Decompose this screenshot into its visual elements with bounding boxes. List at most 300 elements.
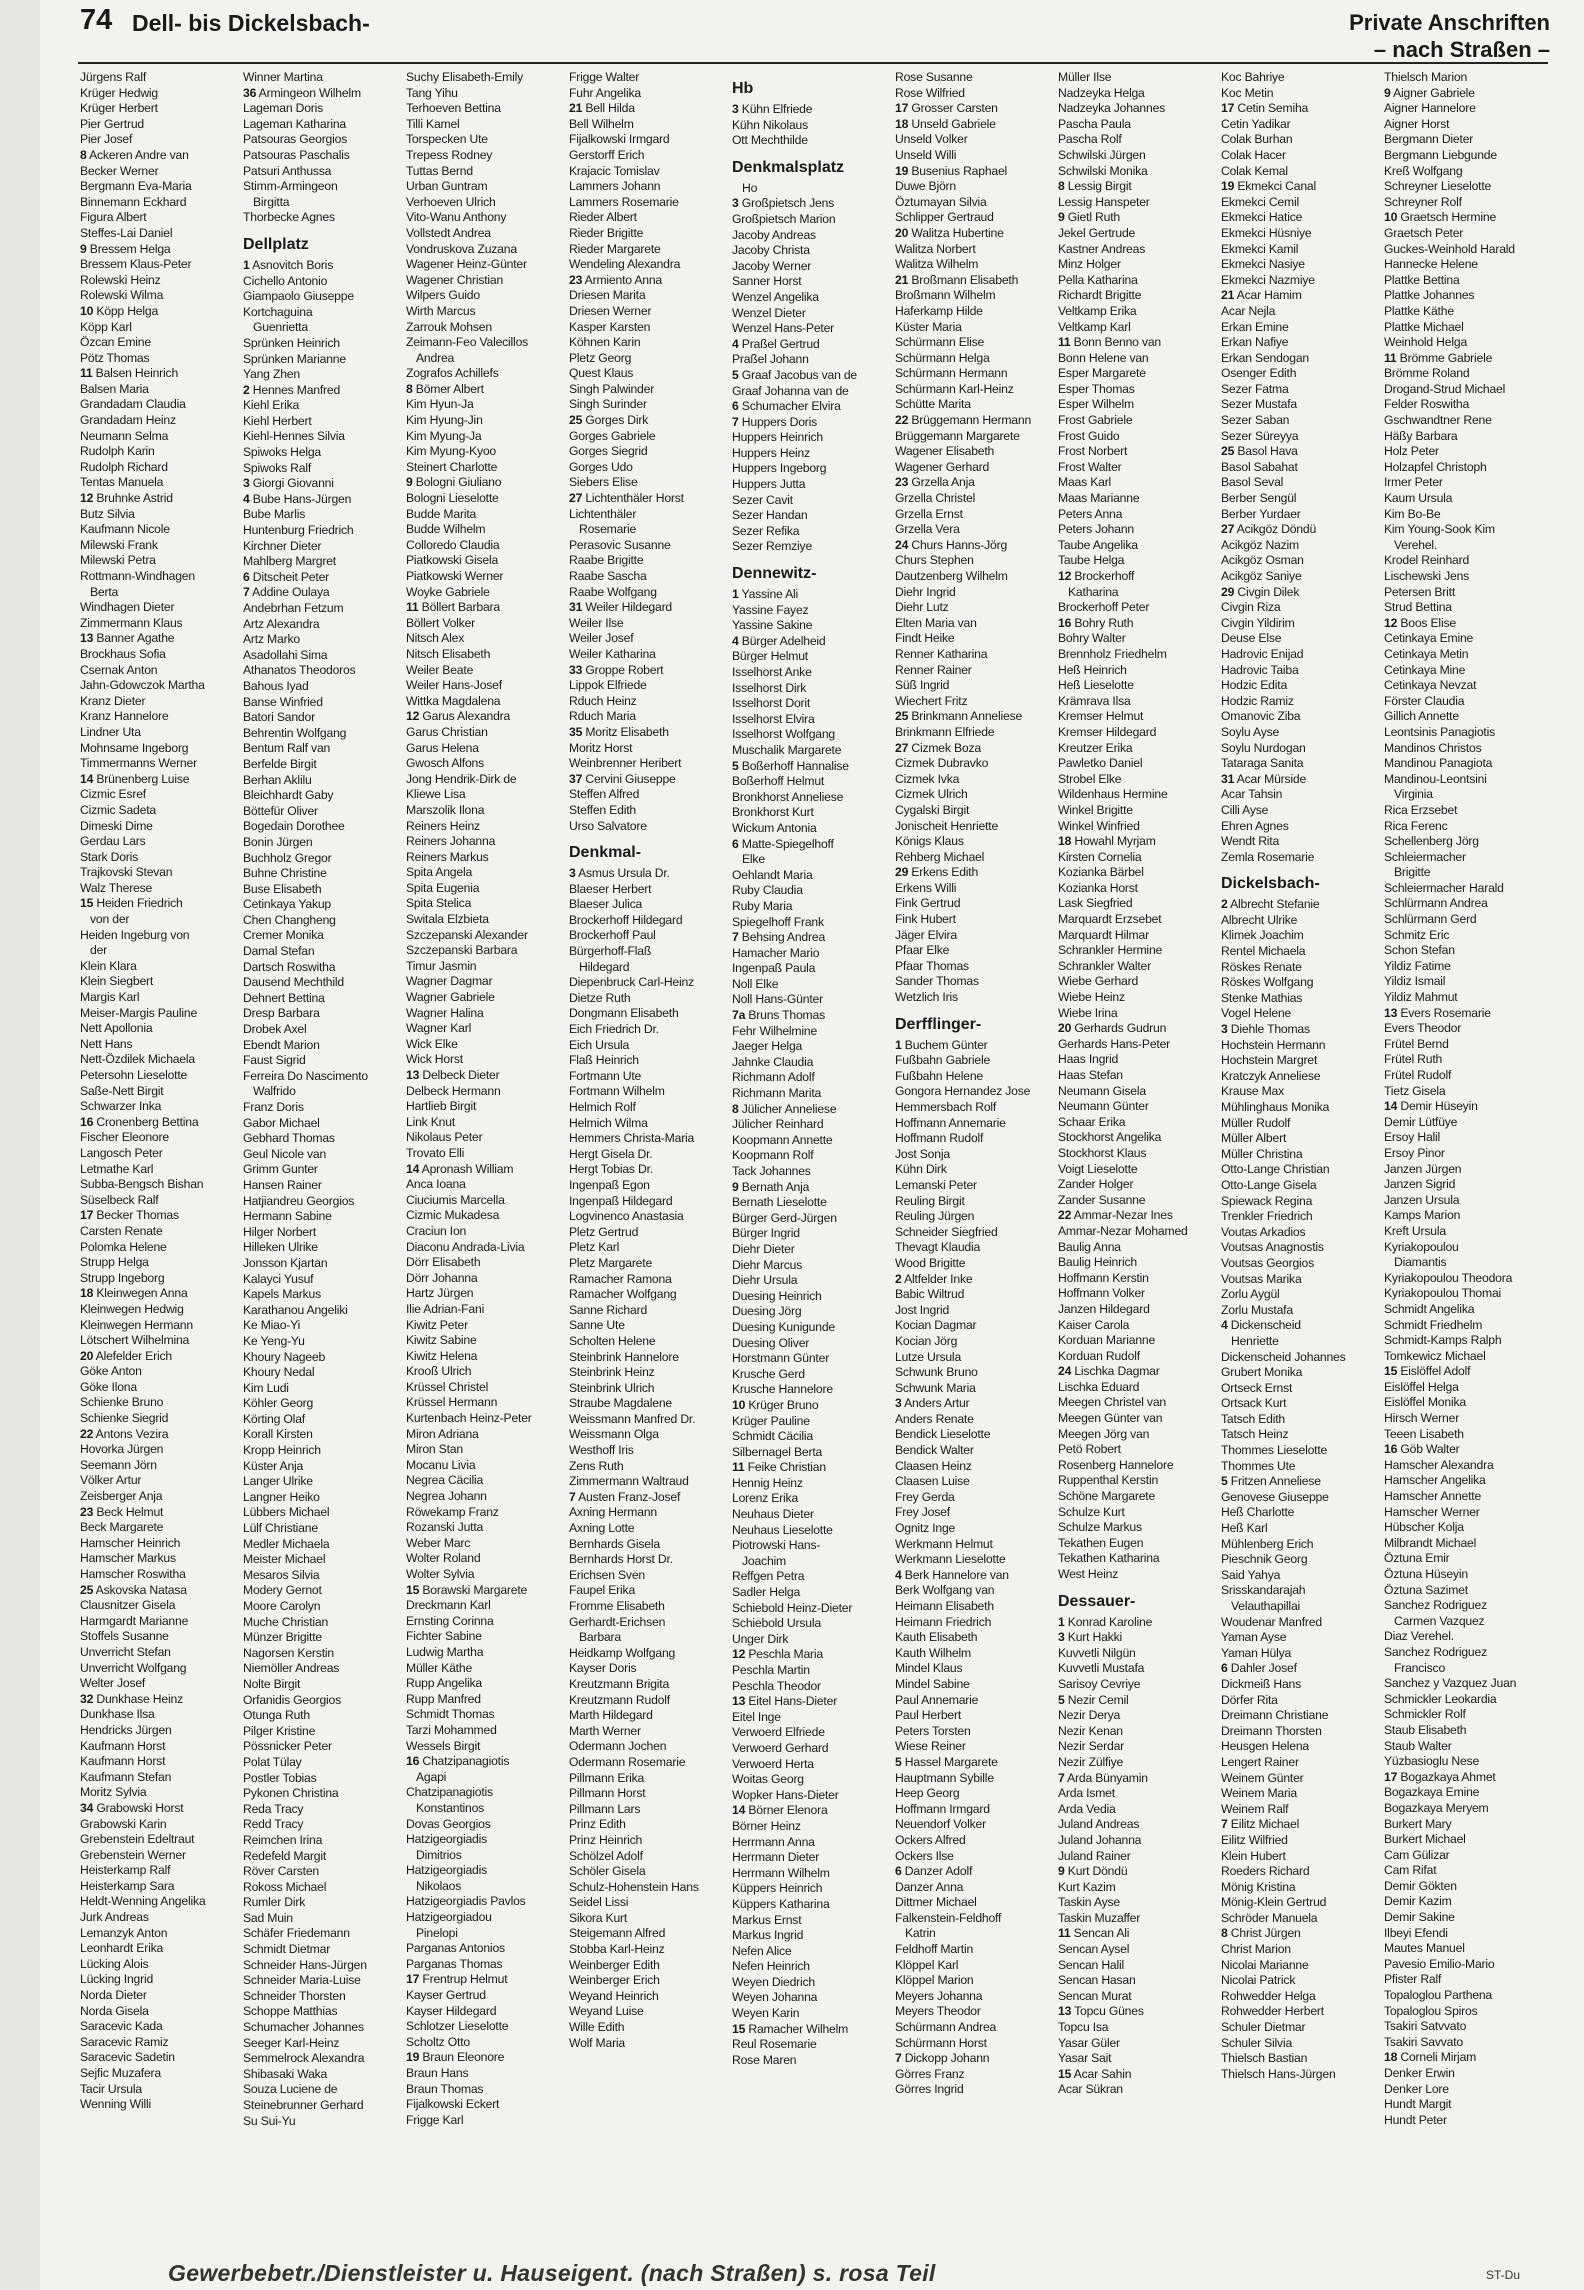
directory-entry: Ekmekci Nazmiye [1221,272,1315,287]
directory-entry: Brennholz Friedhelm [1058,646,1167,661]
directory-entry: Pillmann Erika [569,1770,645,1785]
directory-entry: Demir Sakine [1384,1910,1455,1925]
directory-entry: Kasper Karsten [569,319,651,334]
directory-entry: Kim Young-Sook Kim [1384,522,1495,537]
directory-entry: Hatzigeorgiadis [406,1832,488,1847]
directory-entry: Weyen Johanna [732,1990,818,2005]
directory-entry: Link Knut [406,1114,456,1129]
directory-entry: Kremser Helmut [1058,709,1144,724]
house-number: 3 [732,102,739,116]
directory-entry: 7 Behsing Andrea [732,930,826,945]
entry-continuation: Katharina [1068,584,1119,599]
house-number: 12 [80,491,94,506]
directory-entry: Nefen Alice [732,1943,792,1958]
directory-entry: Souza Luciene de [243,2082,338,2097]
house-number: 7 [895,2051,902,2066]
directory-entry: Süselbeck Ralf [80,1192,159,1207]
directory-entry: Yaman Hülya [1221,1645,1292,1660]
house-number: 15 [1058,2066,1072,2081]
directory-entry: Klein Hubert [1221,1848,1286,1863]
directory-entry: Küppers Katharina [732,1896,830,1911]
directory-entry: Schmidt Angelika [1384,1301,1475,1316]
directory-entry: Wenzel Dieter [732,305,806,320]
directory-entry: Cetinkaya Mine [1384,662,1466,677]
directory-entry: Maas Marianne [1058,491,1140,506]
directory-entry: Janzen Hildegard [1058,1301,1150,1316]
directory-entry: Weiler Katharina [569,646,656,661]
house-number: 9 [1058,1864,1065,1879]
directory-entry: Hennig Heinz [732,1475,803,1490]
directory-entry: Frost Guido [1058,428,1120,443]
directory-entry: Maas Karl [1058,475,1112,490]
directory-entry: Cetinkaya Emine [1384,631,1474,646]
directory-entry: Schwilski Jürgen [1058,147,1146,162]
directory-entry: Jacoby Werner [732,258,812,273]
directory-entry: Kratczyk Anneliese [1221,1068,1321,1083]
directory-entry: Klöppel Marion [895,1973,974,1988]
directory-entry: Mocanu Livia [406,1457,476,1472]
directory-entry: Margis Karl [80,990,140,1005]
directory-entry: Cizmic Sadeta [80,802,156,817]
directory-entry: 23 Armiento Anna [569,272,663,287]
directory-entry: Klimek Joachim [1221,928,1304,943]
directory-entry: Thorbecke Agnes [243,210,335,225]
directory-entry: Hamscher Angelika [1384,1473,1486,1488]
house-number: 4 [1221,1318,1228,1333]
directory-entry: Winner Martina [243,70,323,84]
house-number: 7 [1058,1770,1065,1785]
directory-entry: 12 Bruhnke Astrid [80,491,173,506]
directory-entry: Tatsch Heinz [1221,1427,1289,1442]
directory-entry: Marszolik Ilona [406,802,485,817]
directory-entry: Franz Doris [243,1100,304,1114]
directory-entry: 9 Bernath Anja [732,1179,810,1194]
house-number: 7 [1221,1817,1228,1832]
directory-entry: 17 Bogazkaya Ahmet [1384,1769,1496,1784]
directory-entry: Yildiz Ismail [1384,974,1446,989]
directory-entry: Schäfer Friedemann [243,1926,350,1941]
directory-entry: Kocian Dagmar [895,1318,977,1333]
directory-entry: Trajkovski Stevan [80,865,173,880]
directory-entry: Otto-Lange Christian [1221,1162,1330,1177]
directory-entry: Kleinwegen Hedwig [80,1301,184,1316]
directory-entry: Kaufmann Stefan [80,1769,172,1784]
directory-entry: 12 Boos Elise [1384,615,1456,630]
directory-entry: Balsen Maria [80,381,149,396]
house-number: 9 [1384,85,1391,100]
directory-entry: Dörr Johanna [406,1270,478,1285]
directory-entry: Gerstorff Erich [569,147,645,162]
directory-entry: Sanne Richard [569,1302,648,1317]
directory-entry: Rica Ferenc [1384,818,1448,833]
directory-entry: Isselhorst Dorit [732,696,811,711]
directory-entry: 8 Christ Jürgen [1221,1926,1301,1941]
directory-entry: 3 Anders Artur [895,1396,970,1411]
directory-entry: Bendick Walter [895,1443,974,1458]
directory-entry: Ruppenthal Kerstin [1058,1473,1159,1488]
entry-continuation: Velauthapillai [1231,1599,1301,1613]
directory-entry: Frey Josef [895,1505,950,1520]
directory-entry: Lorenz Erika [732,1491,799,1506]
directory-entry: Winkel Brigitte [1058,802,1133,817]
directory-entry: Piotrowski Hans- [732,1538,821,1553]
directory-entry: Reiners Heinz [406,818,480,833]
entry-continuation: Joachim [742,1553,786,1568]
directory-entry: Bronkhorst Anneliese [732,789,844,804]
directory-entry: Civgin Riza [1221,600,1281,615]
entry-continuation: Elke [742,852,765,867]
directory-entry: Richardt Brigitte [1058,288,1142,303]
directory-entry: 3 Giorgi Giovanni [243,476,334,491]
house-number: 31 [1221,771,1235,786]
directory-entry: Dimeski Dime [80,818,153,833]
directory-entry: 13 Delbeck Dieter [406,1068,500,1082]
directory-entry: Bergmann Liebgunde [1384,147,1497,162]
directory-entry: 6 Matte-Spiegelhoff [732,836,834,851]
directory-entry: Voutsas Marika [1221,1271,1302,1286]
directory-entry: Haas Stefan [1058,1068,1123,1082]
directory-entry: Ekmekci Hatice [1221,210,1303,225]
directory-entry: 7 Huppers Doris [732,414,818,429]
directory-entry: Ke Miao-Yi [243,1318,301,1333]
directory-entry: Cam Gülizar [1384,1847,1450,1862]
directory-entry: Woyke Gabriele [406,584,490,599]
directory-entry: 16 Bohry Ruth [1058,615,1134,630]
house-number: 2 [895,1271,902,1286]
directory-entry: Frigge Walter [569,70,640,84]
directory-entry: Buse Elisabeth [243,881,322,896]
directory-entry: Eilitz Wilfried [1221,1832,1288,1847]
directory-entry: Richmann Adolf [732,1070,815,1085]
directory-entry: Babic Wiltrud [895,1287,965,1302]
house-number: 13 [1058,2004,1072,2019]
directory-entry: Redd Tracy [243,1817,304,1832]
house-number: 16 [1384,1442,1398,1457]
entry-continuation: der [90,943,108,958]
directory-entry: Herrmann Anna [732,1834,815,1849]
house-number: 11 [406,600,419,615]
directory-entry: Rudolph Richard [80,459,168,474]
house-number: 5 [1221,1474,1228,1489]
directory-entry: Bürgerhoff-Flaß [569,944,652,959]
directory-entry: Wiebe Heinz [1058,990,1125,1005]
directory-entry: Ke Yeng-Yu [243,1333,305,1348]
directory-entry: Dickmeiß Hans [1221,1676,1302,1691]
directory-entry: Roeders Richard [1221,1864,1310,1879]
directory-entry: 29 Civgin Dilek [1221,584,1300,599]
header-rule [78,62,1548,64]
directory-entry: Paul Herbert [895,1708,962,1723]
directory-entry: Bleichhardt Gaby [243,788,334,803]
directory-entry: Rudolph Karin [80,444,155,459]
directory-entry: Nagorsen Kerstin [243,1645,334,1660]
directory-entry: Dreimann Thorsten [1221,1723,1322,1738]
directory-entry: Weinberger Edith [569,1957,660,1972]
directory-entry: Hartz Jürgen [406,1286,474,1301]
directory-entry: 9 Aigner Gabriele [1384,85,1475,100]
directory-entry: Bürger Ingrid [732,1226,800,1241]
directory-entry: Mönig-Klein Gertrud [1221,1895,1327,1910]
house-number: 23 [569,272,583,287]
directory-entry: Schiebold Ursula [732,1616,821,1631]
directory-entry: Mandinou Panagiota [1384,756,1493,771]
entry-continuation: Katrin [905,1926,936,1941]
directory-entry: Thielsch Bastian [1221,2051,1308,2066]
directory-entry: Schwarzer Inka [80,1099,162,1114]
directory-entry: Sezer Refika [732,523,800,538]
house-number: 22 [1058,1208,1072,1223]
directory-entry: 14 Demir Hüseyin [1384,1099,1478,1114]
directory-entry: Sprünken Marianne [243,351,346,366]
house-number: 16 [80,1114,94,1129]
directory-entry: Lischewski Jens [1384,569,1470,583]
directory-column [243,70,385,2170]
directory-entry: 4 Bürger Adelheid [732,633,826,648]
house-number: 12 [732,1647,746,1662]
directory-entry: Bernath Lieselotte [732,1195,827,1210]
directory-entry: Hirsch Werner [1384,1411,1460,1426]
directory-entry: 22 Ammar-Nezar Ines [1058,1208,1173,1223]
directory-entry: Grandadam Claudia [80,397,186,412]
house-number: 3 [243,476,250,491]
directory-entry: Otunga Ruth [243,1708,310,1723]
directory-entry: Zeisberger Anja [80,1489,163,1504]
directory-entry: Kühn Nikolaus [732,117,808,132]
directory-entry: Lammers Johann [569,179,661,194]
directory-entry: Kayser Hildegard [406,2003,497,2018]
directory-entry: Gorges Udo [569,459,633,474]
directory-entry: Prinz Edith [569,1817,626,1832]
directory-entry: 13 Evers Rosemarie [1384,1005,1491,1020]
entry-continuation: Barbara [579,1630,621,1645]
directory-entry: Rduch Maria [569,709,636,724]
directory-entry: Vito-Wanu Anthony [406,210,507,225]
entry-continuation: Dimitrios [416,1847,462,1862]
directory-entry: Fromme Elisabeth [569,1599,665,1613]
directory-entry: Khoury Nedal [243,1365,315,1380]
directory-entry: Steigemann Alfred [569,1926,666,1941]
directory-entry: Rose Maren [732,2052,797,2067]
directory-entry: Müller Albert [1221,1131,1287,1146]
directory-entry: Schulz-Hohenstein Hans [569,1879,699,1894]
directory-entry: Krause Max [1221,1084,1285,1099]
directory-entry: Hamscher Werner [1384,1504,1480,1519]
directory-entry: Heisterkamp Sara [80,1878,175,1893]
directory-entry: Walitza Norbert [895,241,976,256]
directory-entry: Seeger Karl-Heinz [243,2035,340,2050]
directory-entry: Jekel Gertrude [1058,225,1136,240]
directory-entry: Schürmann Helga [895,350,990,365]
directory-entry: Schürmann Elise [895,335,985,350]
directory-entry: Wendeling Alexandra [569,257,681,272]
directory-entry: Jonischeit Henriette [895,818,999,833]
directory-entry: Stark Doris [80,849,139,864]
directory-entry: Janzen Sigrid [1384,1177,1456,1192]
directory-entry: Wolter Sylvia [406,1567,475,1581]
directory-entry: Langer Ulrike [243,1474,313,1489]
house-number: 21 [895,272,909,287]
directory-entry: 6 Dahler Josef [1221,1661,1297,1676]
directory-entry: 25 Basol Hava [1221,444,1298,459]
directory-entry: Horstmann Günter [732,1351,830,1366]
directory-entry: Fußbahn Helene [895,1068,983,1083]
directory-entry: 11 Feike Christian [732,1460,826,1475]
page-footer [0,2260,1584,2290]
directory-entry: Csernak Anton [80,662,158,677]
directory-entry: Thielsch Marion [1384,70,1468,84]
directory-entry: Jong Hendrik-Dirk de [406,771,517,786]
directory-entry: Fehr Wilhelmine [732,1023,818,1038]
directory-entry: Staub Elisabeth [1384,1722,1467,1737]
directory-entry: Markus Ingrid [732,1928,804,1943]
directory-entry: Negrea Johann [406,1489,487,1504]
directory-entry: Leonhardt Erika [80,1941,164,1956]
directory-entry: Schmidt Cäcilia [732,1429,813,1444]
house-number: 31 [569,600,583,615]
directory-entry: Krüssel Christel [406,1379,489,1394]
directory-entry: Logvinenco Anastasia [569,1209,684,1224]
directory-entry: Karathanou Angeliki [243,1302,348,1317]
directory-entry: Vollstedt Andrea [406,225,491,240]
directory-entry: Spita Angela [406,865,473,880]
directory-entry: Odermann Jochen [569,1739,667,1754]
directory-entry: Raabe Brigitte [569,553,644,568]
directory-entry: Steffen Alfred [569,787,640,802]
directory-entry: Grzella Ernst [895,506,963,521]
directory-entry: Kim Ludi [243,1380,289,1395]
directory-entry: Pletz Georg [569,350,632,365]
directory-entry: Thommes Ute [1221,1458,1296,1473]
directory-entry: Su Sui-Yu [243,2113,296,2128]
directory-entry: Sander Thomas [895,974,979,989]
directory-entry: Zorlu Aygül [1221,1287,1280,1302]
directory-entry: Scholten Helene [569,1333,656,1348]
directory-entry: Frütel Ruth [1384,1052,1443,1067]
directory-entry: Blaeser Julica [569,897,643,912]
directory-entry: Fuhr Angelika [569,85,641,100]
directory-entry: Juland Andreas [1058,1817,1140,1832]
directory-entry: Mautes Manuel [1384,1941,1465,1956]
directory-entry: Guckes-Weinhold Harald [1384,241,1515,256]
directory-entry: Brockhaus Sofia [80,646,166,661]
directory-entry: Fischer Eleonore [80,1130,169,1145]
directory-entry: Muche Christian [243,1614,329,1629]
directory-entry: 17 Frentrup Helmut [406,1972,508,1987]
directory-entry: Demir Lütfüye [1384,1114,1458,1129]
directory-entry: Kirchner Dieter [243,538,322,553]
directory-entry: Miron Stan [406,1442,463,1457]
directory-entry: Flaß Heinrich [569,1053,639,1068]
directory-entry: Erkan Nafiye [1221,335,1289,350]
directory-entry: Grzella Vera [895,522,960,537]
directory-entry: Veltkamp Karl [1058,319,1131,334]
directory-entry: Schmidt Dietmar [243,1942,331,1957]
directory-entry: 10 Graetsch Hermine [1384,210,1497,225]
directory-entry: Ilbeyi Efendi [1384,1925,1448,1940]
directory-entry: Görres Ingrid [895,2082,964,2097]
directory-entry: Athanatos Theodoros [243,663,356,678]
directory-entry: Voutas Arkadios [1221,1224,1306,1239]
directory-entry: Stockhorst Klaus [1058,1145,1147,1160]
directory-entry: Rose Susanne [895,70,973,84]
house-number: 25 [895,709,909,724]
directory-entry: Herrmann Wilhelm [732,1865,830,1880]
directory-entry: Sadler Helga [732,1585,801,1600]
directory-entry: 9 Bressem Helga [80,241,171,256]
directory-entry: Torspecken Ute [406,132,488,147]
directory-entry: 7 Austen Franz-Josef [569,1489,681,1504]
directory-entry: Isselhorst Dirk [732,680,807,695]
directory-entry: Zander Susanne [1058,1192,1146,1207]
entry-continuation: Henriette [1231,1333,1279,1348]
directory-entry: Erichsen Sven [569,1567,645,1582]
directory-entry: Kocian Jörg [895,1333,958,1348]
directory-entry: Röwekamp Franz [406,1504,499,1519]
house-number: 2 [243,382,250,397]
directory-entry: Sejfic Muzafera [80,2066,161,2080]
directory-entry: Kurt Kazim [1058,1879,1116,1894]
directory-entry: Beck Margarete [80,1520,164,1535]
street-heading: Hb [732,80,754,97]
directory-entry: Leontsinis Panagiotis [1384,724,1495,739]
directory-entry: Acar Tahsin [1221,787,1283,802]
directory-entry: Moritz Sylvia [80,1785,147,1800]
directory-entry: Jahnke Claudia [732,1054,814,1069]
house-number: 16 [406,1754,420,1769]
directory-entry: Holzapfel Christoph [1384,459,1487,474]
directory-entry: Geul Nicole van [243,1146,327,1161]
directory-entry: Fijalkowski Irmgard [569,132,670,147]
directory-entry: Rosenberg Hannelore [1058,1457,1174,1472]
directory-entry: Mohnsame Ingeborg [80,740,189,755]
directory-entry: Christ Marion [1221,1942,1291,1957]
directory-entry: Krämrava Ilsa [1058,693,1131,708]
directory-entry: Weinbrenner Heribert [569,756,682,771]
entry-continuation: Konstantinos [416,1800,485,1815]
directory-entry: Pascha Rolf [1058,132,1122,147]
directory-entry: Nikolaus Peter [406,1130,483,1145]
directory-entry: Delbeck Hermann [406,1083,501,1098]
page-edge-shadow [0,0,40,2290]
directory-entry: Fijalkowski Eckert [406,2097,500,2112]
directory-entry: Wagner Gabriele [406,990,495,1005]
house-number: 14 [1384,1099,1398,1114]
directory-entry: Bergmann Dieter [1384,132,1474,147]
directory-entry: Hovorka Jürgen [80,1442,164,1457]
directory-entry: Axning Lotte [569,1521,635,1536]
directory-entry: Westhoff Iris [569,1443,634,1458]
directory-entry: Harmgardt Marianne [80,1613,189,1628]
directory-entry: Peschla Martin [732,1663,810,1677]
directory-entry: Nett Apollonia [80,1021,153,1036]
directory-entry: Kim Hyun-Ja [406,397,474,412]
directory-entry: Plattke Michael [1384,319,1464,334]
directory-entry: Schulze Markus [1058,1520,1142,1535]
directory-entry: Budde Marita [406,506,477,521]
directory-entry: Clausnitzer Gisela [80,1598,176,1613]
directory-entry: Unverricht Stefan [80,1644,171,1659]
directory-entry: Lücking Ingrid [80,1972,154,1987]
directory-entry: Kastner Andreas [1058,241,1146,256]
directory-entry: Schürmann Horst [895,2035,987,2050]
house-number: 17 [406,1972,420,1987]
directory-entry: Spita Eugenia [406,880,480,895]
directory-entry: Zens Ruth [569,1458,624,1473]
directory-entry: Burkert Michael [1384,1832,1466,1847]
directory-entry: Evers Theodor [1384,1021,1462,1036]
directory-entry: Budde Wilhelm [406,522,486,537]
directory-entry: Cetinkaya Yakup [243,897,332,912]
